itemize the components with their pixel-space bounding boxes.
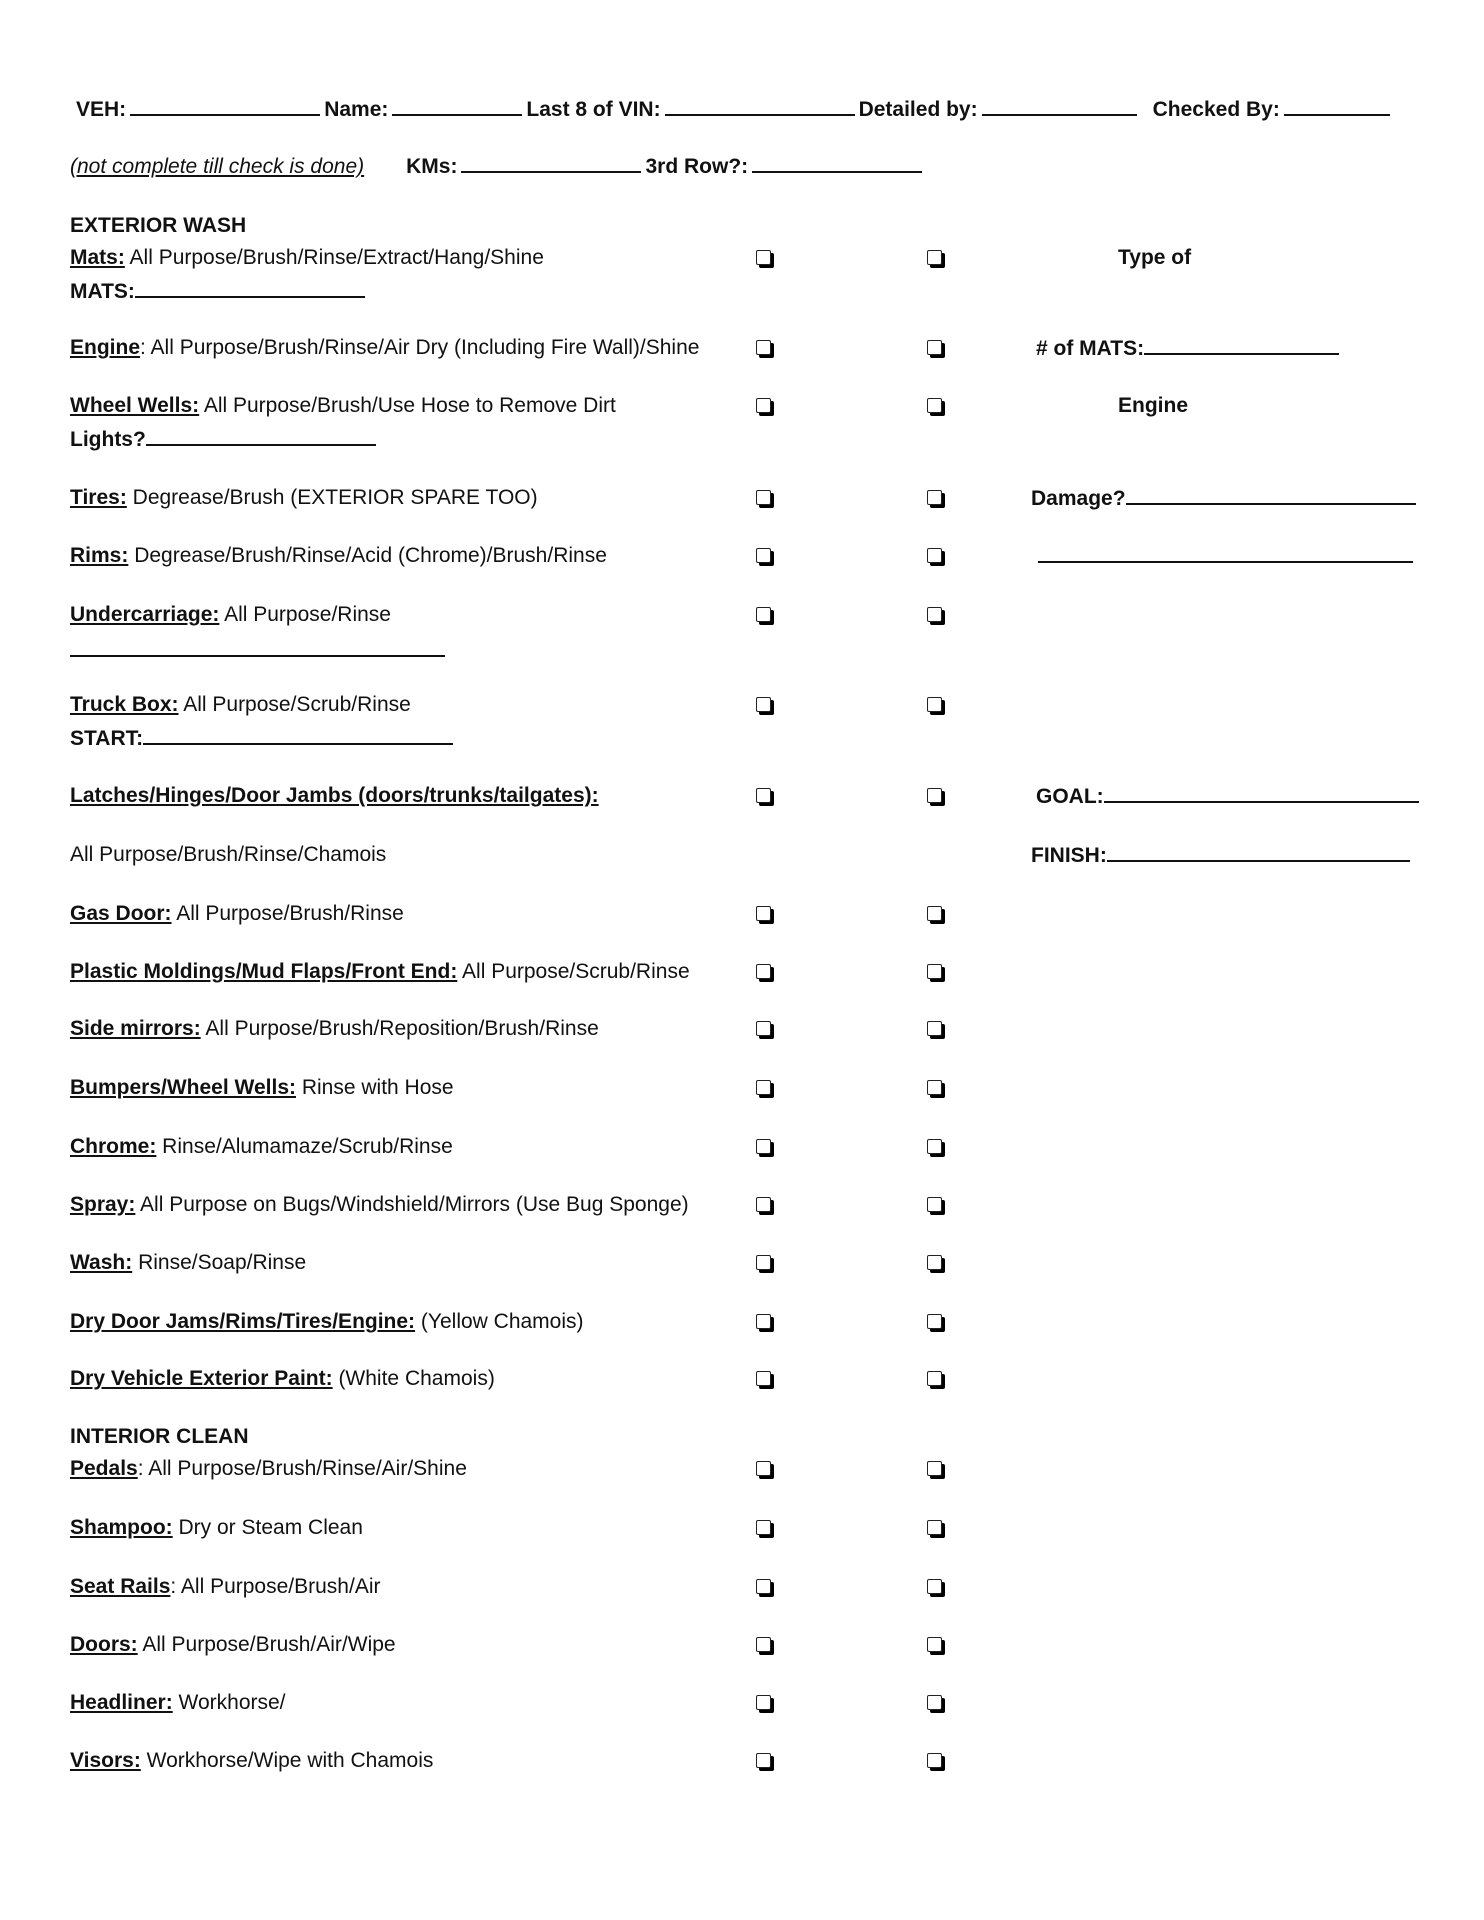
row-label: Chrome: [70, 1135, 157, 1158]
third-row-field[interactable] [752, 153, 922, 173]
checklist-row [70, 1075, 454, 1101]
num-mats-label: # of MATS: [1036, 337, 1145, 360]
checkbox-checked[interactable] [927, 340, 942, 355]
checkbox-done[interactable] [756, 1080, 771, 1095]
checklist-row [70, 1366, 495, 1392]
checkbox-checked[interactable] [927, 1520, 942, 1535]
row-description: Degrease/Brush (EXTERIOR SPARE TOO) [126, 486, 538, 509]
checklist-row [70, 842, 386, 868]
row-label: Dry Door Jams/Rims/Tires/Engine: [70, 1310, 416, 1333]
checkbox-checked[interactable] [927, 607, 942, 622]
checkbox-checked[interactable] [927, 1314, 942, 1329]
checked-by-field[interactable] [1284, 96, 1390, 116]
damage-row [1031, 485, 1416, 512]
checkbox-checked[interactable] [927, 964, 942, 979]
checklist-row [70, 1309, 584, 1335]
checkbox-done[interactable] [756, 1255, 771, 1270]
goal-field[interactable] [1104, 783, 1419, 803]
row-description: All Purpose/Rinse [219, 603, 391, 626]
checkbox-done[interactable] [756, 1139, 771, 1154]
row-description: All Purpose/Brush/Rinse [171, 902, 404, 925]
vin-field[interactable] [665, 96, 855, 116]
row-blank-field[interactable] [135, 278, 365, 298]
num-mats-row [1036, 335, 1339, 362]
checkbox-checked[interactable] [927, 906, 942, 921]
row-description: All Purpose on Bugs/Windshield/Mirrors (Use Bug Sponge) [135, 1193, 689, 1216]
checkbox-checked[interactable] [927, 398, 942, 413]
checkbox-checked[interactable] [927, 1579, 942, 1594]
row-label: Bumpers/Wheel Wells: [70, 1076, 296, 1099]
checklist-row [70, 543, 607, 569]
checklist-row [70, 426, 376, 453]
checklist-row [70, 1515, 363, 1541]
row-label: Gas Door: [70, 902, 172, 925]
row-label: Pedals [70, 1457, 138, 1480]
checkbox-done[interactable] [756, 1695, 771, 1710]
checklist-row [70, 783, 599, 809]
checkbox-done[interactable] [756, 490, 771, 505]
row-description: All Purpose/Brush/Reposition/Brush/Rinse [200, 1017, 599, 1040]
kms-label: KMs: [406, 155, 458, 178]
checkbox-done[interactable] [756, 1637, 771, 1652]
checklist-row [70, 602, 391, 628]
checklist-row [70, 335, 699, 361]
checklist-row [70, 901, 404, 927]
section-interior-clean: INTERIOR CLEAN [70, 1425, 249, 1448]
row-description: Degrease/Brush/Rinse/Acid (Chrome)/Brush/Rinse [128, 544, 607, 567]
engine-label: Engine [1118, 394, 1189, 417]
checklist-row [70, 1690, 286, 1716]
checkbox-checked[interactable] [927, 1255, 942, 1270]
row-description: : All Purpose/Brush/Rinse/Air/Shine [137, 1457, 467, 1480]
checkbox-checked[interactable] [927, 548, 942, 563]
checkbox-done[interactable] [756, 1461, 771, 1476]
row-description: All Purpose/Scrub/Rinse [178, 693, 411, 716]
checkbox-checked[interactable] [927, 1695, 942, 1710]
checkbox-checked[interactable] [927, 1139, 942, 1154]
checklist-row [70, 485, 538, 511]
row-label: Truck Box: [70, 693, 179, 716]
row-description: Rinse/Alumamaze/Scrub/Rinse [156, 1135, 453, 1158]
row-label: Wheel Wells: [70, 394, 200, 417]
row-description: All Purpose/Brush/Air/Wipe [137, 1633, 396, 1656]
checklist-row [70, 1456, 467, 1482]
checklist-row [70, 245, 544, 271]
row-description: All Purpose/Brush/Rinse/Extract/Hang/Shine [124, 246, 544, 269]
checkbox-checked[interactable] [927, 1637, 942, 1652]
row-label: START: [70, 727, 144, 750]
checklist-row [70, 692, 411, 718]
veh-field[interactable] [130, 96, 320, 116]
checkbox-done[interactable] [756, 964, 771, 979]
row-label: Headliner: [70, 1691, 173, 1714]
row-description: Workhorse/Wipe with Chamois [140, 1749, 434, 1772]
checkbox-done[interactable] [756, 1753, 771, 1768]
num-mats-field[interactable] [1144, 335, 1339, 355]
checkbox-checked[interactable] [927, 1753, 942, 1768]
row-label: Spray: [70, 1193, 136, 1216]
row-label: Shampoo: [70, 1516, 173, 1539]
checklist-row [70, 278, 365, 305]
checked-by-label: Checked By: [1152, 98, 1280, 121]
checkbox-done[interactable] [756, 1314, 771, 1329]
checklist-row [70, 1574, 380, 1600]
checkbox-checked[interactable] [927, 250, 942, 265]
row-label: Tires: [70, 486, 127, 509]
checklist-row [70, 393, 616, 419]
completion-note: (not complete till check is done) [70, 155, 365, 178]
checkbox-done[interactable] [756, 548, 771, 563]
checklist-row [70, 1250, 306, 1276]
row-label: Wash: [70, 1251, 133, 1274]
row-description: All Purpose/Scrub/Rinse [457, 960, 690, 983]
checkbox-done[interactable] [756, 906, 771, 921]
damage-label: Damage? [1031, 487, 1126, 510]
checklist-row [70, 1192, 689, 1218]
section-exterior-wash: EXTERIOR WASH [70, 214, 247, 237]
row-description: All Purpose/Brush/Use Hose to Remove Dirt [199, 394, 616, 417]
row-blank-field[interactable] [70, 637, 445, 657]
checkbox-checked[interactable] [927, 1080, 942, 1095]
checklist-row [70, 637, 445, 664]
damage-field[interactable] [1126, 485, 1416, 505]
checklist-row [70, 725, 453, 752]
vin-label: Last 8 of VIN: [526, 98, 661, 121]
header-line-1 [76, 96, 1394, 123]
row-label: Side mirrors: [70, 1017, 201, 1040]
row-label: Lights? [70, 428, 146, 451]
row-blank-field[interactable] [143, 725, 453, 745]
row-label: Seat Rails [70, 1575, 171, 1598]
checkbox-done[interactable] [756, 1021, 771, 1036]
damage-field-2[interactable] [1038, 543, 1413, 563]
row-description: : All Purpose/Brush/Rinse/Air Dry (Including Fire Wall)/Shine [140, 336, 700, 359]
checkbox-done[interactable] [756, 697, 771, 712]
name-label: Name: [324, 98, 389, 121]
checkbox-checked[interactable] [927, 697, 942, 712]
row-description: Rinse/Soap/Rinse [132, 1251, 307, 1274]
finish-label: FINISH: [1031, 844, 1107, 867]
kms-field[interactable] [461, 153, 641, 173]
row-description: Dry or Steam Clean [172, 1516, 363, 1539]
finish-row [1031, 842, 1410, 869]
third-row-label: 3rd Row?: [645, 155, 749, 178]
row-label: Engine [70, 336, 141, 359]
checkbox-done[interactable] [756, 1371, 771, 1386]
checklist-row [70, 1016, 599, 1042]
row-label: Dry Vehicle Exterior Paint: [70, 1367, 333, 1390]
goal-row [1036, 783, 1419, 810]
row-description: (Yellow Chamois) [415, 1310, 584, 1333]
row-description: All Purpose/Brush/Rinse/Chamois [70, 843, 387, 866]
row-label: MATS: [70, 280, 135, 303]
checklist-row [70, 1748, 433, 1774]
type-of-label: Type of [1118, 246, 1192, 269]
detailed-by-label: Detailed by: [858, 98, 978, 121]
veh-label: VEH: [76, 98, 127, 121]
checkbox-checked[interactable] [927, 788, 942, 803]
row-description: Rinse with Hose [296, 1076, 454, 1099]
checkbox-checked[interactable] [927, 490, 942, 505]
checkbox-checked[interactable] [927, 1371, 942, 1386]
detailed-by-field[interactable] [982, 96, 1137, 116]
checkbox-done[interactable] [756, 1579, 771, 1594]
checklist-row [70, 1632, 396, 1658]
header-line-2 [70, 153, 926, 180]
row-blank-field[interactable] [146, 426, 376, 446]
checklist-row [70, 1134, 453, 1160]
row-label: Mats: [70, 246, 125, 269]
checkbox-done[interactable] [756, 1520, 771, 1535]
row-label: Visors: [70, 1749, 141, 1772]
name-field[interactable] [392, 96, 522, 116]
row-description: Workhorse/ [172, 1691, 286, 1714]
damage-field-2-row [1038, 543, 1413, 570]
checkbox-checked[interactable] [927, 1021, 942, 1036]
checkbox-checked[interactable] [927, 1461, 942, 1476]
checkbox-done[interactable] [756, 788, 771, 803]
row-label: Latches/Hinges/Door Jambs (doors/trunks/tailgates): [70, 784, 599, 807]
checkbox-done[interactable] [756, 398, 771, 413]
row-label: Doors: [70, 1633, 138, 1656]
checkbox-done[interactable] [756, 250, 771, 265]
checkbox-checked[interactable] [927, 1197, 942, 1212]
checkbox-done[interactable] [756, 340, 771, 355]
checkbox-done[interactable] [756, 607, 771, 622]
row-label: Undercarriage: [70, 603, 220, 626]
row-label: Rims: [70, 544, 129, 567]
row-description: (White Chamois) [332, 1367, 495, 1390]
row-description: : All Purpose/Brush/Air [170, 1575, 381, 1598]
goal-label: GOAL: [1036, 785, 1104, 808]
row-label: Plastic Moldings/Mud Flaps/Front End: [70, 960, 458, 983]
checkbox-done[interactable] [756, 1197, 771, 1212]
checklist-row [70, 959, 690, 985]
finish-field[interactable] [1107, 842, 1410, 862]
